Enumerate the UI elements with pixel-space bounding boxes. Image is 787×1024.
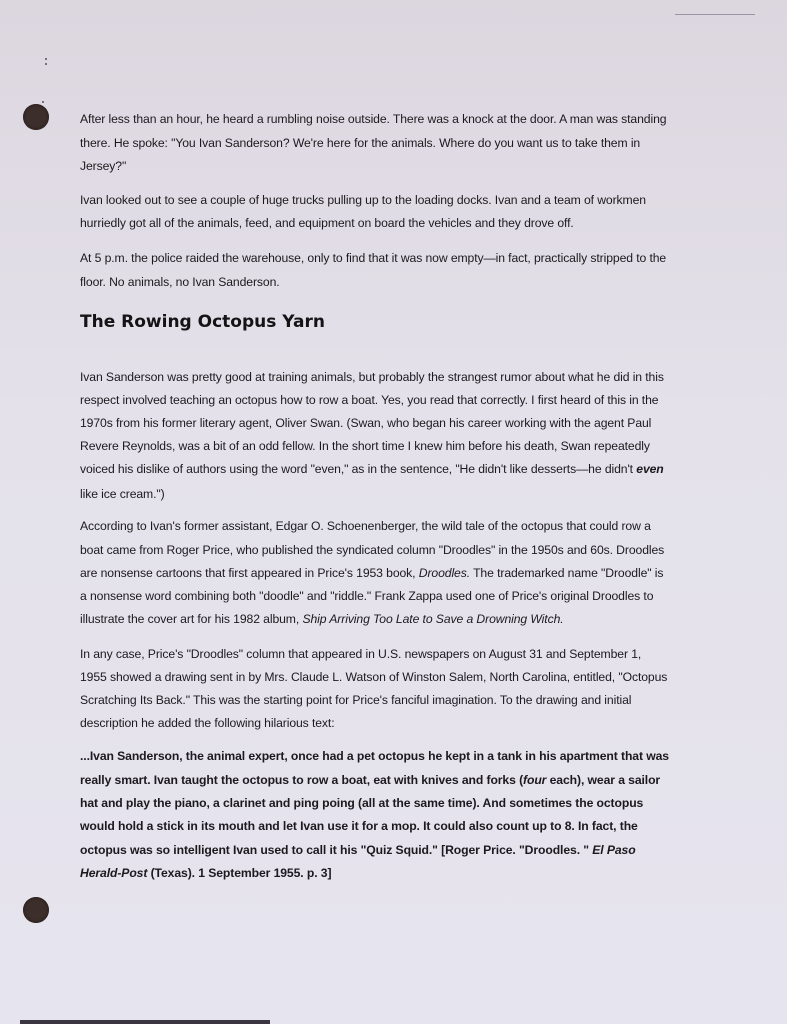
- newspaper-title: El Paso: [592, 843, 636, 857]
- emphasis-even: even: [636, 462, 664, 476]
- album-title: Ship Arriving Too Late to Save a Drowning Witch.: [302, 612, 564, 626]
- text-run: each), wear a sailor: [546, 773, 661, 787]
- section-heading: The Rowing Octopus Yarn: [80, 312, 325, 332]
- text-run: illustrate the cover art for his 1982 album,: [80, 612, 303, 626]
- text-line: like ice cream."): [80, 487, 165, 501]
- text-line: According to Ivan's former assistant, Edgar O. Schoenenberger, the wild tale of the octopus that could row a: [80, 519, 651, 533]
- text-line: Revere Reynolds, was a bit of an odd fellow. In the short time I knew him before his death, Swan repeatedly: [80, 439, 650, 453]
- newspaper-title: Herald-Post: [80, 866, 148, 880]
- text-line: [80, 462, 664, 476]
- text-line: ...Ivan Sanderson, the animal expert, once had a pet octopus he kept in a tank in his apartment that was: [80, 749, 669, 763]
- text-line: 1970s from his former literary agent, Oliver Swan. (Swan, who began his career working with the agent Paul: [80, 416, 652, 430]
- text-line: At 5 p.m. the police raided the warehouse, only to find that it was now empty—in fact, practically stripped to the: [80, 251, 667, 265]
- punch-hole-top: [23, 104, 49, 130]
- text-line: 1955 showed a drawing sent in by Mrs. Claude L. Watson of Winston Salem, North Carolina, entitled, "Octopus: [80, 670, 668, 684]
- text-run: octopus was so intelligent Ivan used to call it his "Quiz Squid." [Roger Price. "Droodles. ": [80, 843, 593, 857]
- text-line: respect involved teaching an octopus how to row a boat. Yes, you read that correctly. I first heard of this in the: [80, 393, 659, 407]
- text-run: (Texas). 1 September 1955. p. 3]: [147, 866, 332, 880]
- speck: [42, 101, 44, 103]
- text-line: Jersey?": [80, 159, 127, 173]
- emphasis-four: four: [523, 773, 547, 787]
- text-line: [80, 843, 636, 857]
- text-line: hat and play the piano, a clarinet and ping poing (all at the same time). And sometimes the octopus: [80, 796, 644, 810]
- text-run: really smart. Ivan taught the octopus to row a boat, eat with knives and forks (: [80, 773, 524, 787]
- text-line: would hold a stick in its mouth and let Ivan use it for a mop. It could also count up to 8. In fact, the: [80, 819, 638, 833]
- text-line: In any case, Price's "Droodles" column that appeared in U.S. newspapers on August 31 and September 1,: [80, 647, 642, 661]
- bottom-edge-mark: [20, 1020, 270, 1024]
- text-run: are nonsense cartoons that first appeared in Price's 1953 book,: [80, 566, 419, 580]
- text-line: description he added the following hilarious text:: [80, 716, 335, 730]
- text-line: Ivan looked out to see a couple of huge trucks pulling up to the loading docks. Ivan and a team of workmen: [80, 193, 646, 207]
- text-line: [80, 866, 331, 880]
- speck: [45, 58, 47, 60]
- text-line: a nonsense word combining both "doodle" and "riddle." Frank Zappa used one of Price's original Droodles to: [80, 589, 654, 603]
- text-line: [80, 612, 564, 626]
- top-edge-mark: [675, 14, 755, 15]
- text-run: The trademarked name "Droodle" is: [470, 566, 664, 580]
- text-line: [80, 773, 660, 787]
- text-line: boat came from Roger Price, who published the syndicated column "Droodles" in the 1950s and 60s. Droodles: [80, 543, 665, 557]
- punch-hole-bottom: [23, 897, 49, 923]
- text-line: hurriedly got all of the animals, feed, and equipment on board the vehicles and they drove off.: [80, 216, 574, 230]
- text-line: Scratching Its Back." This was the starting point for Price's fanciful imagination. To the drawing and initial: [80, 693, 632, 707]
- text-line: Ivan Sanderson was pretty good at training animals, but probably the strangest rumor about what he did in this: [80, 370, 664, 384]
- text-line: [80, 566, 663, 580]
- text-line: After less than an hour, he heard a rumbling noise outside. There was a knock at the door. A man was standing: [80, 112, 667, 126]
- book-title: Droodles.: [418, 566, 471, 580]
- speck: [45, 63, 47, 65]
- text-line: there. He spoke: "You Ivan Sanderson? We're here for the animals. Where do you want us to take them in: [80, 136, 641, 150]
- text-line: floor. No animals, no Ivan Sanderson.: [80, 275, 280, 289]
- text-run: voiced his dislike of authors using the word "even," as in the sentence, "He didn't like desserts—he didn't: [80, 462, 637, 476]
